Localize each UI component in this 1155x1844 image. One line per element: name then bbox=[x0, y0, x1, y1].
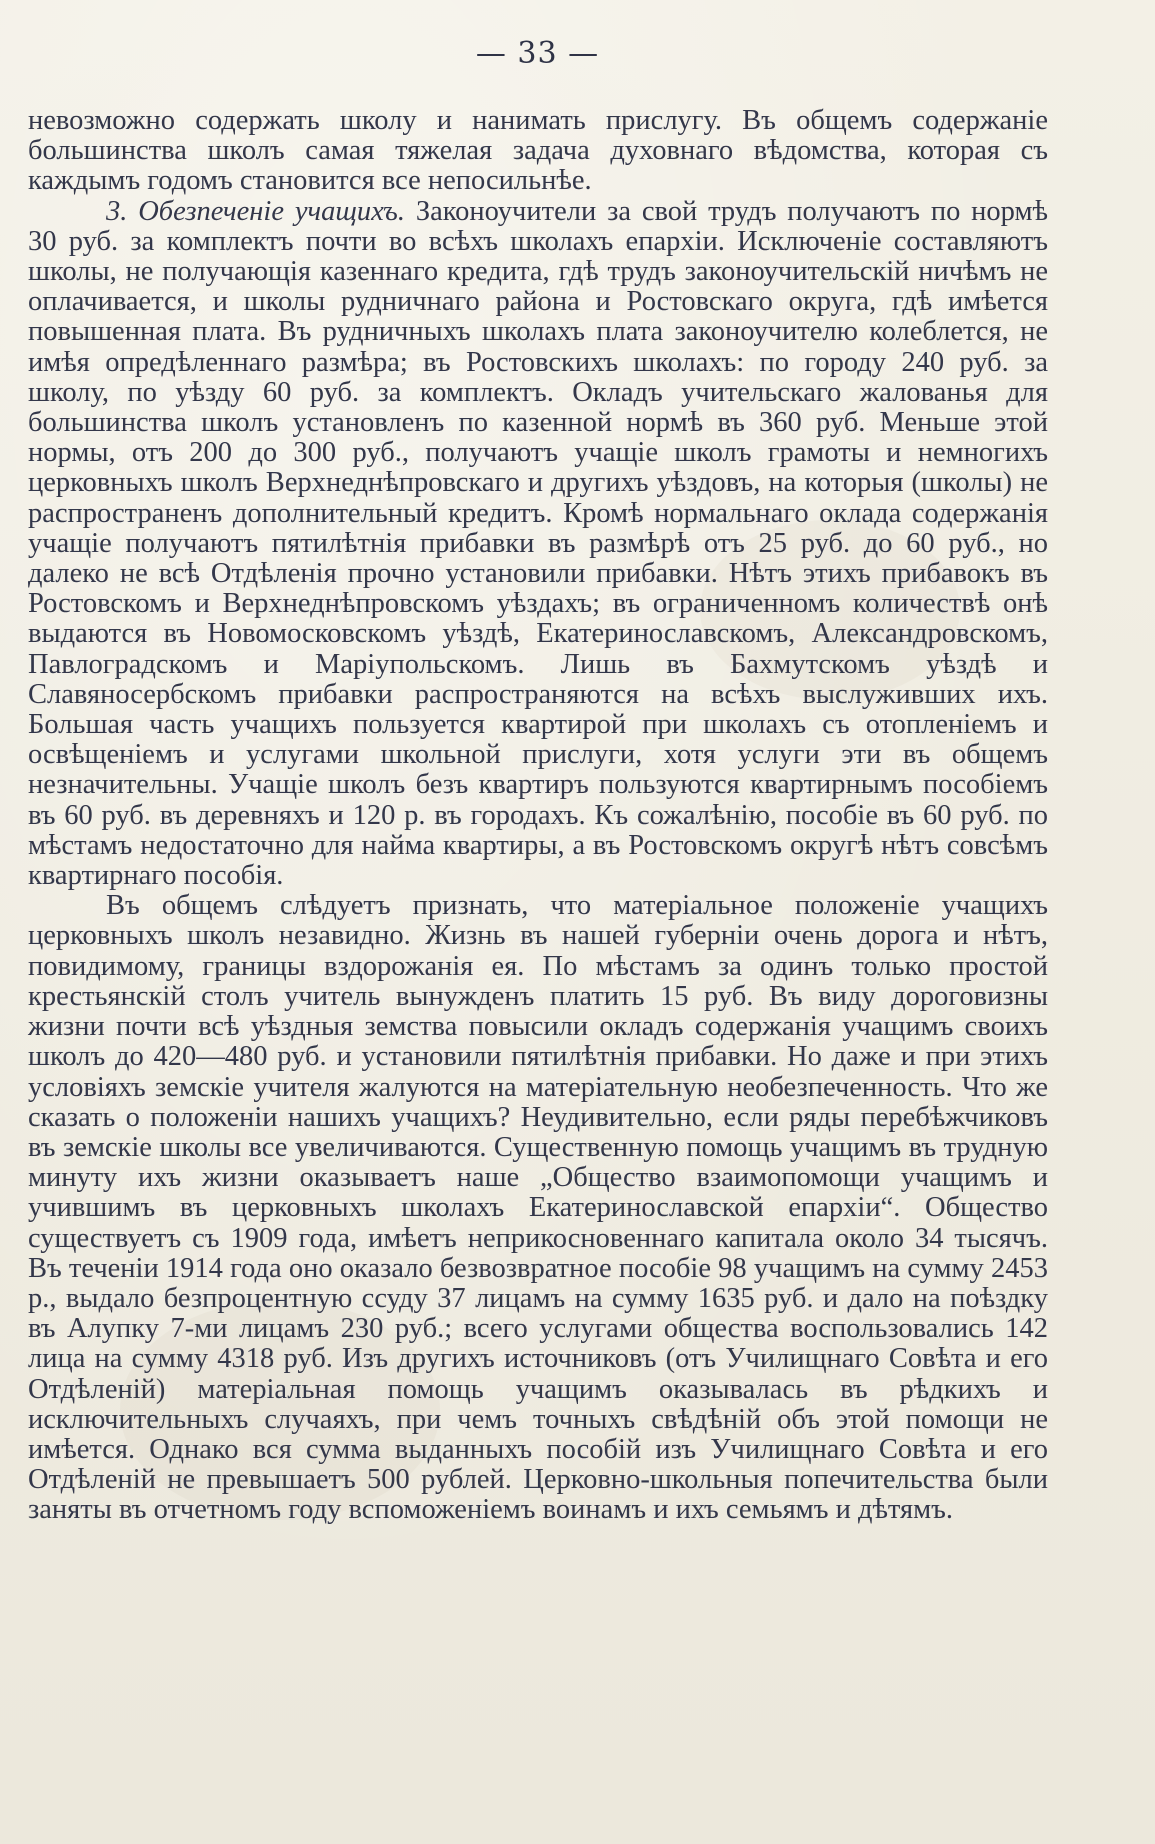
paragraph-1-text: невозможно содержать школу и нанимать прислугу. Въ общемъ содержанiе большинства школъ самая тяжелая задача духовнаго вѣдомства, которая съ каждымъ годомъ становится все непосильнѣе. bbox=[28, 105, 1048, 197]
paragraph-2 bbox=[28, 197, 1048, 892]
page-number: — 33 — bbox=[475, 36, 600, 71]
section-heading: 3. Обезпеченiе учащихъ. bbox=[106, 195, 405, 227]
paragraph-3 bbox=[28, 891, 1048, 1525]
paragraph-3-text: Въ общемъ слѣдуетъ признать, что матерiальное положенiе учащихъ церковныхъ школъ незавидно. Жизнь въ нашей губернiи очень дорога и нѣтъ, повидимому, границы вздорожанiя ея. По мѣстамъ за одинъ только простой крестьянскiй столъ учитель вынужденъ платить 15 руб. Въ виду дороговизны жизни почти всѣ уѣздныя земства повысили окладъ содержанiя учащимъ своихъ школъ до 420—480 руб. и установили пятилѣтнiя прибавки. Но даже и при этихъ условiяхъ земскiе учителя жалуются на матерiательную необезпеченность. Что же сказать о положенiи нашихъ учащихъ? Неудивительно, если ряды перебѣжчиковъ въ земскiе школы все увеличиваются. Существенную помощь учащимъ въ трудную минуту ихъ жизни оказываетъ наше „Общество взаимопомощи учащимъ и учившимъ въ церковныхъ школахъ Екатеринославской епархiи“. Общество существуетъ съ 1909 года, имѣетъ неприкосновеннаго капитала около 34 тысячъ. Въ теченiи 1914 года оно оказало безвозвратное пособiе 98 учащимъ на сумму 2453 р., выдало безпроцентную ссуду 37 лицамъ на сумму 1635 руб. и дало на поѣздку въ Алупку 7-ми лицамъ 230 руб.; всего услугами общества воспользовались 142 лица на сумму 4318 руб. Изъ другихъ источниковъ (отъ Училищнаго Совѣта и его Отдѣленiй) матерiальная помощь учащимъ оказывалась въ рѣдкихъ и исключительныхъ случаяхъ, при чемъ точныхъ свѣдѣнiй объ этой помощи не имѣется. Однако вся сумма выданныхъ пособiй изъ Училищнаго Совѣта и его Отдѣленiй не превышаетъ 500 рублей. Церковно-школьныя попечительства были заняты въ отчетномъ году вспоможенiемъ воинамъ и ихъ семьямъ и дѣтямъ. bbox=[28, 890, 1048, 1526]
paragraph-1 bbox=[28, 106, 1048, 197]
body-text bbox=[28, 106, 1048, 1526]
paragraph-2-text: Законоучители за свой трудъ получаютъ по нормѣ 30 руб. за комплектъ почти во всѣхъ школахъ епархiи. Исключенiе составляютъ школы, не получающiя казеннаго кредита, гдѣ трудъ законоучительскiй ничѣмъ не оплачивается, и школы рудничнаго района и Ростовскаго округа, гдѣ имѣется повышенная плата. Въ рудничныхъ школахъ плата законоучителю колеблется, не имѣя опредѣленнаго размѣра; въ Ростовскихъ школахъ: по городу 240 руб. за школу, по уѣзду 60 руб. за комплектъ. Окладъ учительскаго жалованья для большинства школъ установленъ по казенной нормѣ въ 360 руб. Меньше этой нормы, отъ 200 до 300 руб., получаютъ учащiе школъ грамоты и немногихъ церковныхъ школъ Верхнеднѣпровскаго и другихъ уѣздовъ, на которыя (школы) не распространенъ дополнительный кредитъ. Кромѣ нормальнаго оклада содержанiя учащiе получаютъ пятилѣтнiя прибавки въ размѣрѣ отъ 25 руб. до 60 руб., но далеко не всѣ Отдѣленiя прочно установили прибавки. Нѣтъ этихъ прибавокъ въ Ростовскомъ и Верхнеднѣпровскомъ уѣздахъ; въ ограниченномъ количествѣ онѣ выдаются въ Новомосковскомъ уѣздѣ, Екатеринославскомъ, Александровскомъ, Павлоградскомъ и Марiупольскомъ. Лишь въ Бахмутскомъ уѣздѣ и Славяносербскомъ прибавки распространяются на всѣхъ выслуживших ихъ. Большая часть учащихъ пользуется квартирой при школахъ съ отопленiемъ и освѣщенiемъ и услугами школьной прислуги, хотя услуги эти въ общемъ незначительны. Учащiе школъ безъ квартиръ пользуются квартирнымъ пособiемъ въ 60 руб. въ деревняхъ и 120 р. въ городахъ. Къ сожалѣнiю, пособiе въ 60 руб. по мѣстамъ недостаточно для найма квартиры, а въ Ростовскомъ округѣ нѣтъ совсѣмъ квартирнаго пособiя. bbox=[28, 195, 1048, 892]
